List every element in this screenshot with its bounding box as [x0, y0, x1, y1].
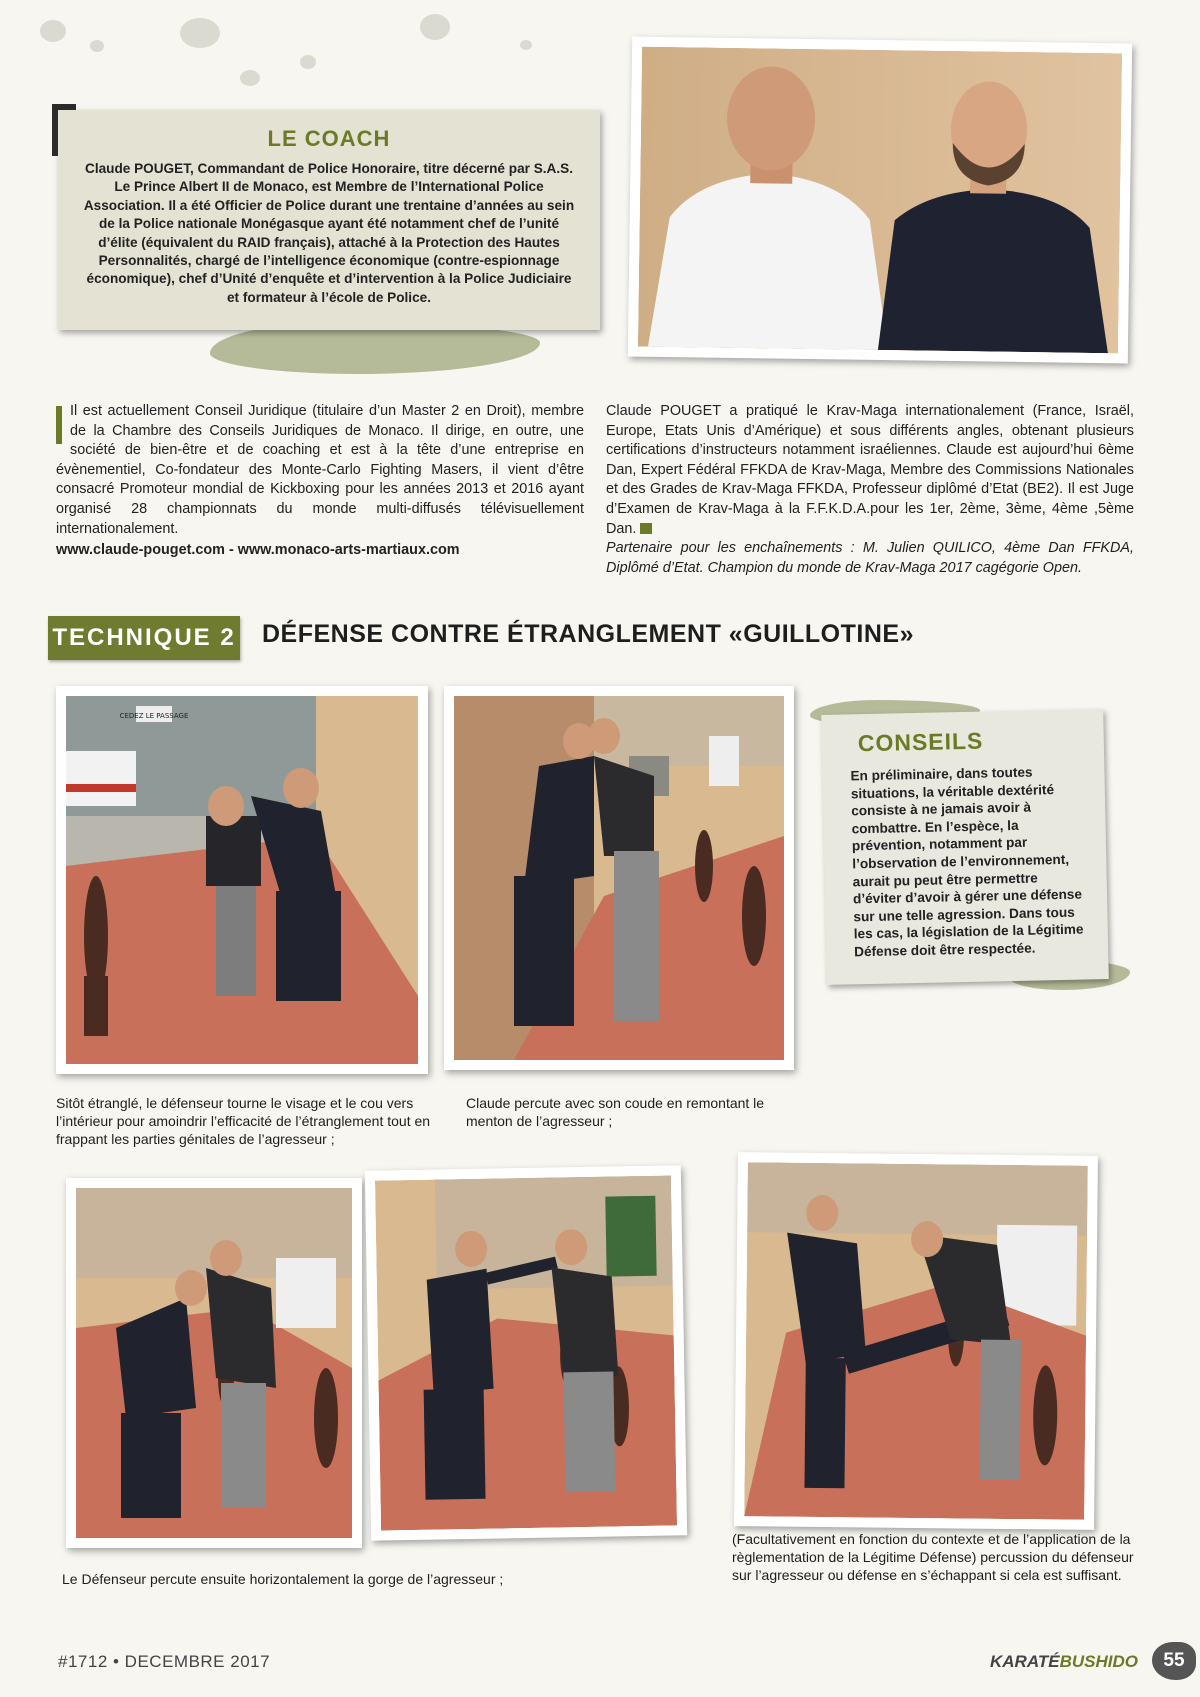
- step-photo-4: [365, 1165, 687, 1540]
- magazine-brand: [990, 1652, 1138, 1672]
- article-right-column: [606, 402, 1134, 578]
- conseils-text: En préliminaire, dans toutes situations, la véritable dextérité consiste à ne jamais avoir à combattre. En l’espèce, la prévention, notamment par l’observation de l’environnement, aurait pu peut être permettre d’éviter d’avoir à gérer une défense sur une telle agression. Dans tous les cas, la législation de la Légitime Défense doit être respectée.: [850, 764, 1084, 960]
- issue-date: #1712 • DECEMBRE 2017: [58, 1652, 271, 1671]
- dropcap-bar: [56, 406, 62, 444]
- caption-step-4: (Facultativement en fonction du contexte et de l’application de la règlementation de la Légitime Défense) percussion du défenseur sur l’agresseur ou défense en s’échappant si cela est suffisant.: [732, 1531, 1134, 1584]
- step-photo-1: [56, 686, 428, 1074]
- article-left-text: Il est actuellement Conseil Juridique (titulaire d’un Master 2 en Droit), membre de la Chambre des Conseils Juridiques de Monaco. Il dirige, en outre, une société de bien-être et de coaching et est à la tête d’une entreprise en évènementiel, Co-fondateur des Monte-Carlo Fighting Masers, il vient d’être consacré Promoteur mondial de Kickboxing pour les années 2013 et 2016 ayant organisé 28 championnats du monde multi-diffusés télévisuellement internationalement.: [56, 403, 584, 537]
- coach-text: Claude POUGET, Commandant de Police Honoraire, titre décerné par S.A.S. Le Prince Albert II de Monaco, est Membre de l’International Police Association. Il a été Officier de Police durant une trentaine d’années au sein de la Police nationale Monégasque ayant été notamment chef de l’unité d’élite (équivalent du RAID français), attaché à la Protection des Hautes Personnalités, chargé de l’intelligence économique (contre-espionnage économique), chef d’Unité d’enquête et d’intervention à la Police Judiciaire et formateur à l’école de Police.: [83, 161, 575, 305]
- caption-step-3: Le Défenseur percute ensuite horizontalement la gorge de l’agresseur ;: [62, 1571, 504, 1587]
- caption-step-1: Sitôt étranglé, le défenseur tourne le visage et le cou vers l’intérieur pour amoindrir l’efficacité de l’étranglement tout en frappant les parties génitales de l’agresseur ;: [56, 1095, 431, 1148]
- coach-corner-bracket: [52, 104, 76, 156]
- portrait-illustration: [638, 47, 1122, 354]
- brand-karate: KARATÉ: [990, 1652, 1060, 1671]
- step-4-illustration: [375, 1175, 677, 1530]
- article-right-text: Claude POUGET a pratiqué le Krav-Maga internationalement (France, Israël, Europe, Etats Unis d’Amérique) et sous différents angles, obtenant plusieurs certifications d’instructeurs notamment israéliennes. Claude est aujourd’hui 6ème Dan, Expert Fédéral FFKDA de Krav-Maga, Membre des Commissions Nationales et des Grades de Krav-Maga FFKDA, Professeur diplômé d’Etat (BE2). Il est Juge d’Examen de Krav-Maga à la F.F.K.D.A.pour les 1er, 2ème, 3ème, 4ème ,5ème Dan.: [606, 403, 1134, 537]
- coach-title: LE COACH: [267, 126, 391, 151]
- caption-step-2: Claude percute avec son coude en remontant le menton de l’agresseur ;: [466, 1095, 765, 1130]
- conseils-title: CONSEILS: [857, 727, 984, 757]
- website-links[interactable]: www.claude-pouget.com - www.monaco-arts-martiaux.com: [56, 542, 460, 559]
- technique-title: DÉFENSE CONTRE ÉTRANGLEMENT «GUILLOTINE»: [262, 620, 914, 648]
- step-2-illustration: [454, 696, 784, 1060]
- step-photo-5: [734, 1152, 1098, 1530]
- partner-text: Partenaire pour les enchaînements : M. Julien QUILICO, 4ème Dan FFKDA, Diplômé d’Etat. Champion du monde de Krav-Maga 2017 cagégorie Open.: [606, 540, 1134, 576]
- step-1-illustration: [66, 696, 418, 1064]
- portrait-photo: [628, 37, 1132, 364]
- step-5-illustration: [744, 1162, 1088, 1520]
- end-mark: [640, 523, 652, 534]
- coach-box: [58, 110, 600, 330]
- step-photo-3: [66, 1178, 362, 1548]
- technique-badge: TECHNIQUE 2: [48, 616, 240, 660]
- step-photo-2: [444, 686, 794, 1070]
- brand-bushido: BUSHIDO: [1059, 1652, 1138, 1671]
- conseils-box: [821, 709, 1109, 985]
- page-number: 55: [1152, 1642, 1196, 1680]
- article-left-column: [56, 402, 584, 561]
- step-3-illustration: [76, 1188, 352, 1538]
- yield-sign-text: CEDEZ LE PASSAGE: [119, 712, 189, 720]
